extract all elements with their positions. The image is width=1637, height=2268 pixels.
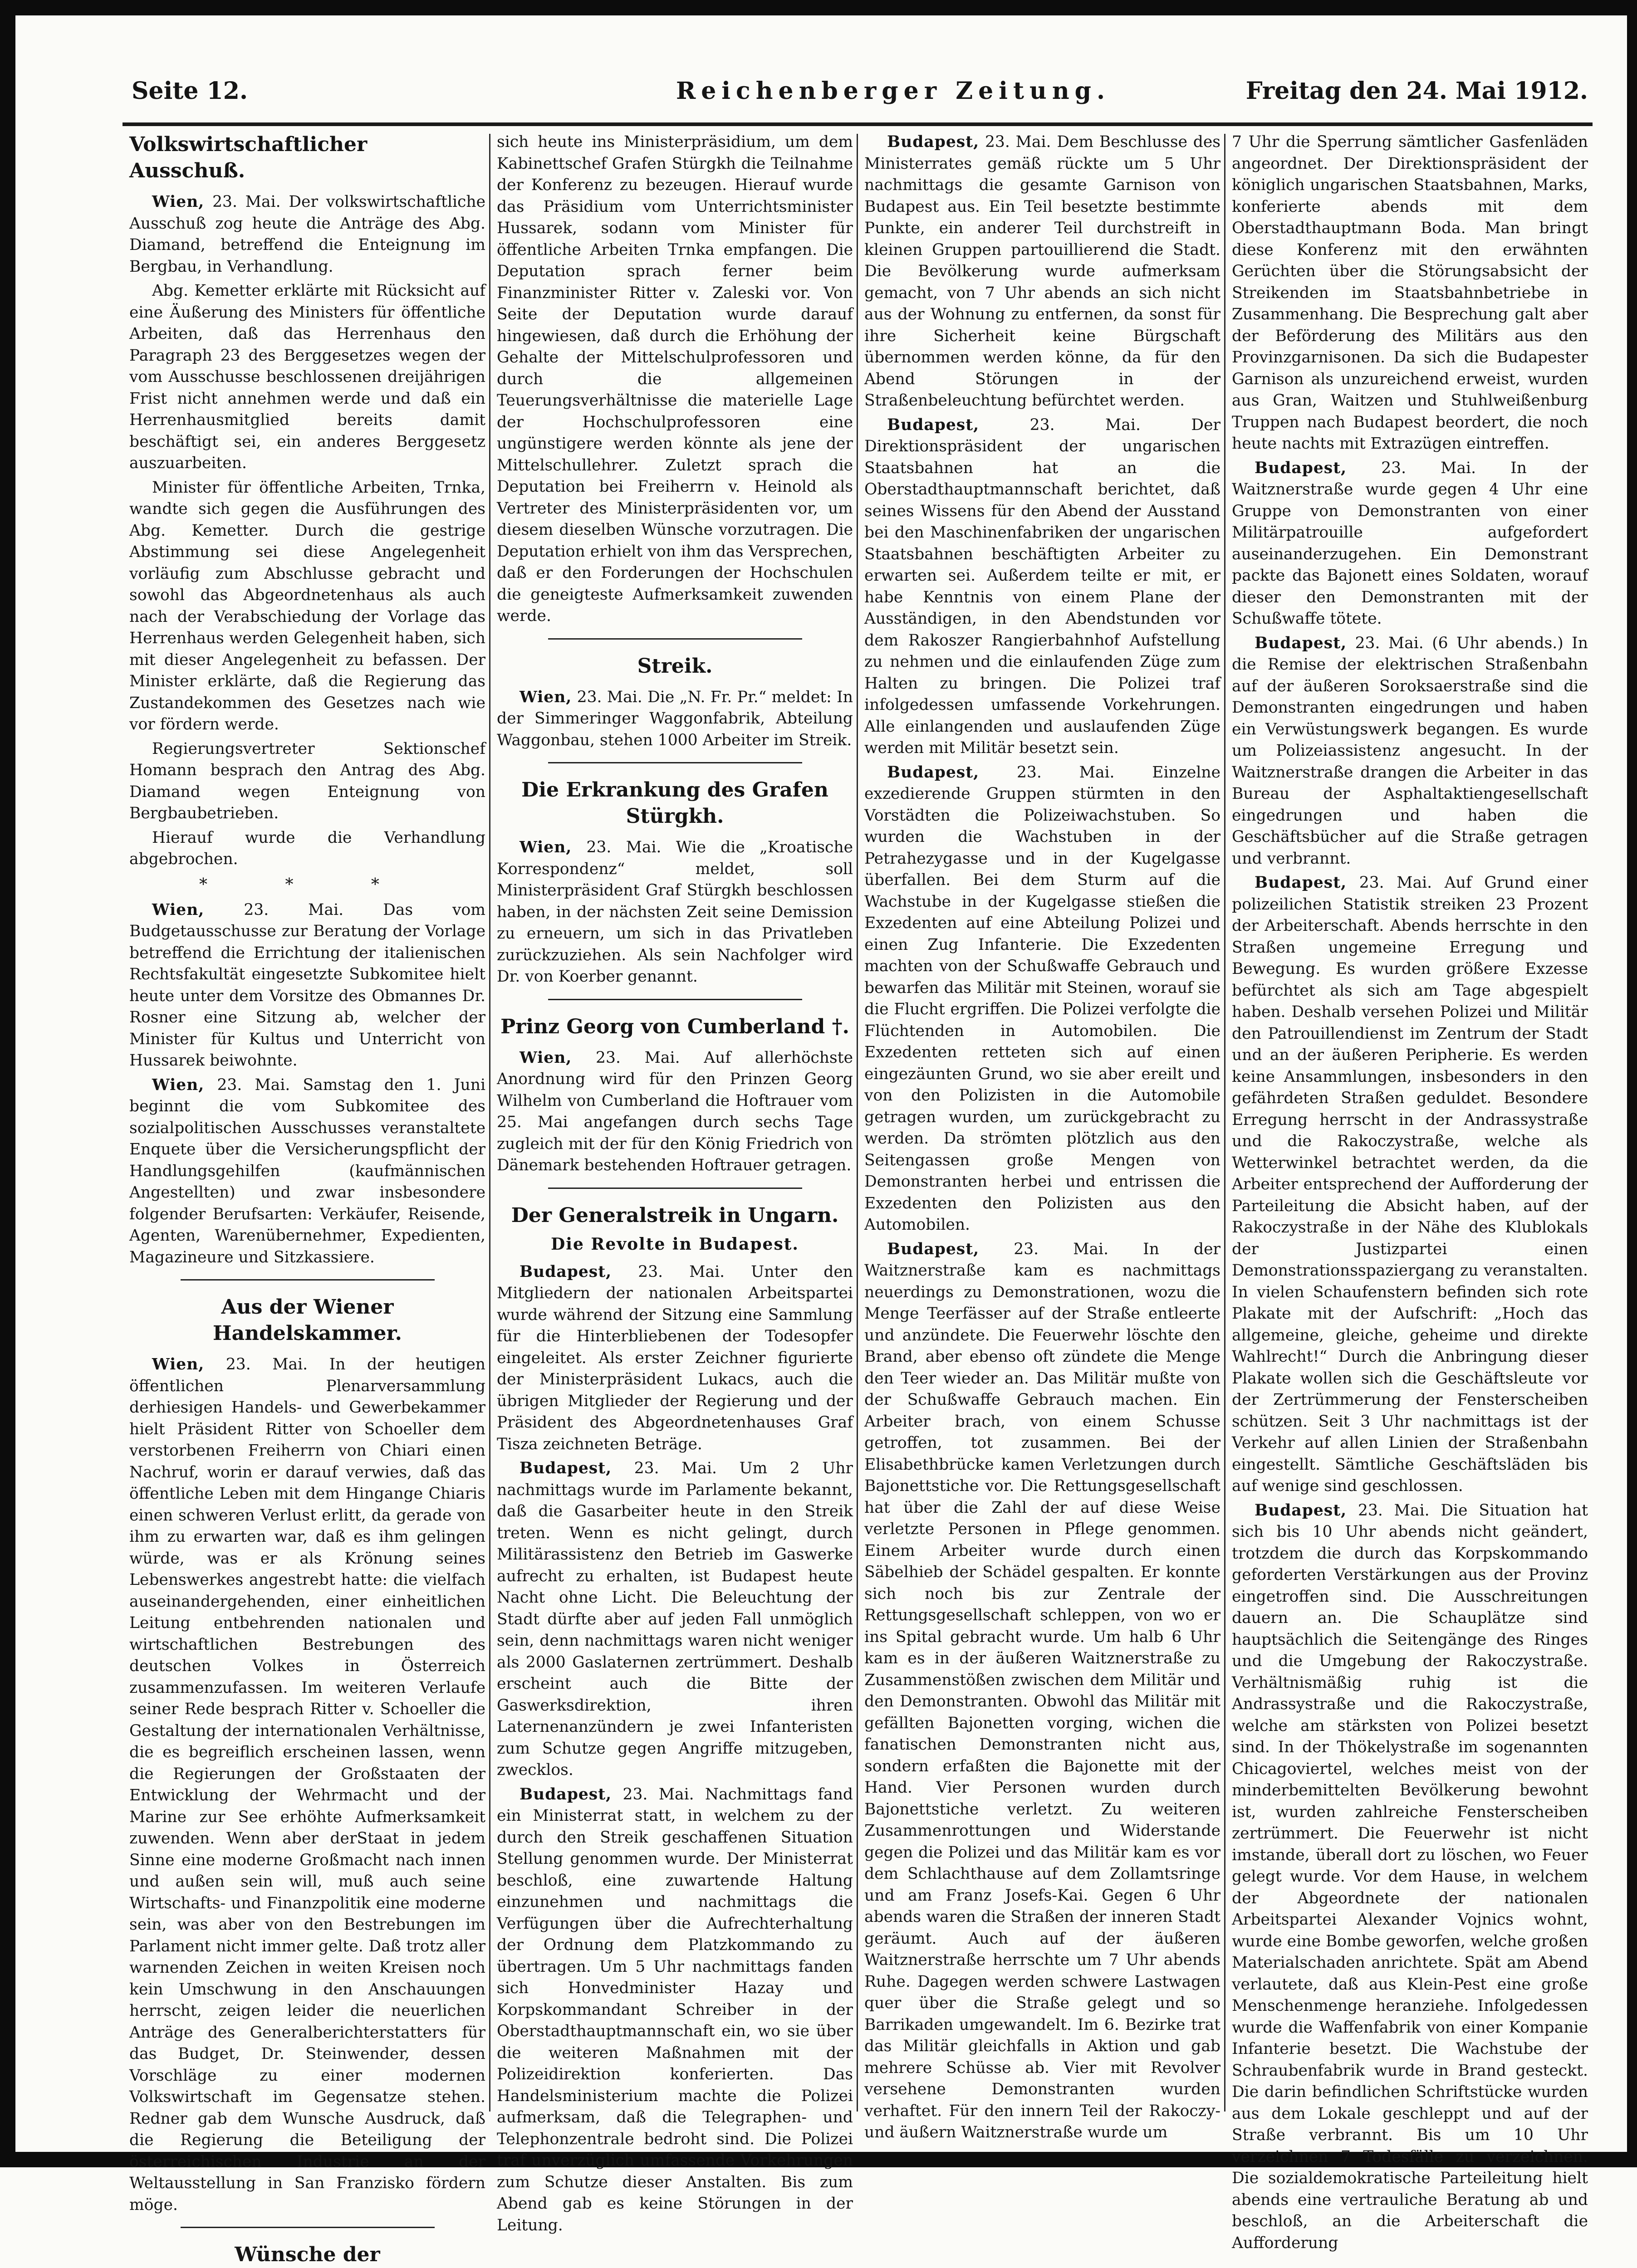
subheadline-revolte: Die Revolte in Budapest. <box>551 1234 799 1254</box>
dateline: Wien, <box>152 900 205 919</box>
paragraph-text: 23. Mai. Wie die „Kroatische Korrespondenz“ meldet, soll Ministerpräsident Graf Stürgkh beschlossen haben, in der nächsten Zeit seine Demission zu erneuern, um sich in das Privatleben zurückzuziehen. Als sein Nachfolger wird Dr. von Koerber genannt. <box>497 838 853 986</box>
dateline: Budapest, <box>1255 1501 1347 1520</box>
article-paragraph <box>497 1261 853 1456</box>
dateline: Budapest, <box>887 415 980 434</box>
masthead-title: Reichenberger Zeitung. <box>676 77 1111 105</box>
dateline: Wien, <box>152 1355 205 1374</box>
paragraph-text: 23. Mai. Auf Grund einer polizeilichen Statistik streiken 23 Prozent der Arbeiterschaft. Abends herrschte in den Straßen ungemeine Erregung und Bewegung. Es wurden größere Exzesse befürchtet als sich am Tage abgespielt haben. Deshalb versehen Polizei und Militär den Patrouillendienst im Zentrum der Stadt und an der äußeren Peripherie. Es werden keine Ansammlungen, insbesonders in den gefährdeten Straßen geduldet. Besondere Erregung herrscht in der Andrassystraße und die Rakoczystraße, welche als Wetterwinkel betrachtet werden, da die Arbeiter entsprechend der Aufforderung der Parteileitung die Absicht haben, auf der Rakoczystraße in der Nähe des Klublokals der Justizpartei einen Demonstrationsspaziergang zu veranstalten. In vielen Schaufenstern befinden sich rote Plakate mit der Aufschrift: „Hoch das allgemeine, gleiche, geheime und direkte Wahlrecht!“ Durch die Anbringung dieser Plakate wollen sich die Geschäftsleute vor der Zertrümmerung der Fensterscheiben schützen. Seit 3 Uhr nachmittags ist der Verkehr auf allen Linien der Straßenbahn eingestellt. Sämtliche Geschäftsläden bis auf wenige sind geschlossen. <box>1232 874 1588 1495</box>
article-divider <box>181 1279 435 1281</box>
article-paragraph: Abg. Kemetter erklärte mit Rücksicht auf eine Äußerung des Ministers für öffentliche Arbeiten, daß das Herrenhaus den Paragraph 23 des Berggesetzes wegen der vom Ausschusse beschlossenen dreijährigen Frist nicht annehmen werde und daß ein Herrenhausmitglied bereits damit beschäftigt sei, ein anderes Berggesetz auszuarbeiten. <box>129 282 485 472</box>
dateline: Budapest, <box>1255 459 1347 477</box>
article-paragraph <box>497 1047 853 1177</box>
column-1 <box>129 132 486 2266</box>
dateline: Budapest, <box>520 1785 612 1804</box>
article-divider <box>548 1188 802 1189</box>
dateline: Wien, <box>152 1075 205 1094</box>
article-paragraph <box>129 1354 485 2216</box>
paragraph-text: 23. Mai. In der Waitznerstraße wurde gegen 4 Uhr eine Gruppe von Demonstranten von einer Militärpatrouille aufgefordert auseinanderzugehen. Ein Demonstrant packte das Bajonett eines Soldaten, worauf dieser den Demonstranten mit der Schußwaffe tötete. <box>1232 459 1588 628</box>
article-paragraph <box>497 837 853 988</box>
article-paragraph <box>129 191 485 278</box>
article-paragraph <box>1232 1500 1588 2254</box>
article-divider <box>548 762 802 763</box>
paragraph-text: 23. Mai. Der Direktionspräsident der ungarischen Staatsbahnen hat an die Oberstadthauptmannschaft berichtet, daß seines Wissens für den Abend der Ausstand bei den Maschinenfabriken der ungarischen Staatsbahnen beschäftigten Arbeiter zu erwarten sei. Außerdem teilte er mit, er habe Kenntnis von einem Plane der Ausständigen, in den Abendstunden vor dem Rakoszer Rangierbahnhof Aufstellung zu nehmen und die einlaufenden Züge zum Halten zu bringen. Die Polizei traf infolgedessen umfassende Vorkehrungen. Alle einlangenden und auslaufenden Züge werden mit Militär besetzt sein. <box>864 415 1220 757</box>
dateline: Budapest, <box>520 1459 612 1477</box>
headline-volkswirtschaft: Volkswirtschaftlicher Ausschuß. <box>129 133 368 182</box>
article-divider <box>181 2227 435 2228</box>
dateline: Budapest, <box>1255 634 1347 652</box>
dateline: Budapest, <box>520 1262 612 1281</box>
article-paragraph <box>1232 633 1588 870</box>
column-2 <box>497 132 853 2234</box>
paragraph-text: 23. Mai. Dem Beschlusse des Ministerrates gemäß rückte um 5 Uhr nachmittags die gesamte Garnison von Budapest aus. Ein Teil besetzte bestimmte Punkte, ein anderer Teil durchstreift in kleinen Gruppen partouillierend die Stadt. Die Bevölkerung wurde aufmerksam gemacht, von 7 Uhr abends an sich nicht aus der Wohnung zu entfernen, da sonst für ihre Sicherheit keine Bürgschaft übernommen werden könne, da für den Abend Störungen in der Straßenbeleuchtung befürchtet werden. <box>864 133 1220 410</box>
article-paragraph: sich heute ins Ministerpräsidium, um dem Kabinettschef Grafen Stürgkh die Teilnahme der Konferenz zu bezeugen. Hierauf wurde das Präsidium vom Unterrichtsminister Hussarek, sodann vom Minister für öffentliche Arbeiten Trnka empfangen. Die Deputation sprach ferner beim Finanzminister Ritter v. Zaleski vor. Von Seite der Deputation wurde darauf hingewiesen, daß durch die Erhöhung der Gehalte der Mittelschulprofessoren und durch die allgemeinen Teuerungsverhältnisse die materielle Lage der Hochschulprofessoren eine ungünstigere werden könnte als jene der Mittelschullehrer. Zuletzt sprach die Deputation bei Freiherrn v. Heinold als Vertreter des Ministerpräsidenten vor, um diesem dieselben Wünsche vorzutragen. Die Deputation erhielt von ihm das Versprechen, daß er den Forderungen der Hochschulen die geneigteste Aufmerksamkeit zuwenden werde. <box>497 133 853 625</box>
headline-cumberland: Prinz Georg von Cumberland †. <box>500 1015 849 1038</box>
paragraph-text: 23. Mai. Unter den Mitgliedern der nationalen Arbeitspartei wurde während der Sitzung eine Sammlung für die Hinterbliebenen der Todesopfer eingeleitet. Als erster Zeichner figurierte der Ministerpräsident Lukacs, auch die übrigen Mitglieder der Regierung und der Präsident des Abgeordnetenhauses Graf Tisza zeichneten Beträge. <box>497 1262 853 1453</box>
article-paragraph: Minister für öffentliche Arbeiten, Trnka, wandte sich gegen die Ausführungen des Abg. Kemetter. Durch die gestrige Abstimmung sei diese Angelegenheit vorläufig zum Abschlusse gebracht und sowohl das Abgeordnetenhaus als auch nach der Verabschiedung der Vorlage das Herrenhaus werden Gelegenheit haben, sich mit dieser Angelegenheit zu befassen. Der Minister erklärte, daß die Regierung das Zustandekommen des Gesetzes nach wie vor fördern werde. <box>129 478 485 733</box>
article-paragraph <box>864 132 1220 412</box>
page-number: Seite 12. <box>132 77 248 105</box>
dateline: Budapest, <box>1255 874 1347 892</box>
paragraph-text: 23. Mai. Das vom Budgetausschusse zur Beratung der Vorlage betreffend die Errichtung der italienischen Rechtsfakultät eingesetzte Subkomitee hielt heute unter dem Vorsitze des Obmannes Dr. Rosner eine Sitzung ab, welcher der Minister für Kultus und Unterricht von Hussarek beiwohnte. <box>129 900 485 1070</box>
header-rule <box>123 122 1593 126</box>
article-paragraph <box>129 1075 485 1269</box>
paragraph-text: 23. Mai. (6 Uhr abends.) In die Remise der elektrischen Straßenbahn auf der äußeren Soroksaerstraße sind die Demonstranten eingedrungen und haben ein Verwüstungswerk begangen. Es wurde um Polizeiassistenz angesucht. In der Waitznerstraße drangen die Arbeiter in das Bureau der Asphaltaktiengesellschaft eingedrungen und haben die Geschäftsbücher auf die Straße getragen und verbrannt. <box>1232 634 1588 868</box>
column-divider <box>1224 134 1225 2112</box>
dateline: Budapest, <box>887 1240 980 1258</box>
dateline: Wien, <box>520 1048 572 1067</box>
article-paragraph <box>497 1784 853 2237</box>
headline-handelskammer: Aus der Wiener Handelskammer. <box>213 1295 402 1345</box>
paragraph-text: 23. Mai. Die „N. Fr. Pr.“ meldet: In der Simmeringer Waggonfabrik, Abteilung Waggonbau, stehen 1000 Arbeiter im Streik. <box>497 688 853 749</box>
article-divider <box>548 638 802 640</box>
article-paragraph <box>864 415 1220 759</box>
dateline: Wien, <box>520 688 572 706</box>
paragraph-text: 23. Mai. In der heutigen öffentlichen Plenarversammlung derhiesigen Handels- und Gewerbekammer hielt Präsident Ritter von Schoeller dem verstorbenen Freiherrn von Chiari einen Nachruf, worin er darauf verwies, daß das öffentliche Leben mit dem Hingange Chiaris einen schweren Verlust erlitt, da gerade von ihm zu erwarten war, daß es ihm gelingen würde, was er als Krönung seines Lebenswerkes angestrebt hatte: die vielfach auseinandergehenden, einer einheitlichen Leitung entbehrenden nationalen und wirtschaftlichen Bestrebungen des deutschen Volkes in Österreich zusammenzufassen. Im weiteren Verlaufe seiner Rede besprach Ritter v. Schoeller die Gestaltung der internationalen Verhältnisse, die es begreiflich erscheinen lassen, wenn die Regierungen der Großstaaten der Entwicklung der Wehrmacht und der Marine zur See erhöhte Aufmerksamkeit zuwenden. Wenn aber derStaat in jedem Sinne eine moderne Großmacht nach innen und außen sein will, muß auch seine Wirtschafts- und Finanzpolitik eine moderne sein, was aber von den Bestrebungen im Parlament nicht immer gelte. Daß trotz aller warnenden Zeichen in weiten Kreisen noch kein Umschwung in den Anschauungen herrscht, zeigen leider die neuerlichen Anträge des Generalberichterstatters für das Budget, Dr. Steinwender, dessen Vorschläge zu einer modernen Volkswirtschaft im Gegensatze stehen. Redner gab dem Wunsche Ausdruck, daß die Regierung die Beteiligung der österreichischen Industrie an der Weltausstellung in San Franzisko fördern möge. <box>129 1355 485 2214</box>
paragraph-text: 23. Mai. Um 2 Uhr nachmittags wurde im Parlamente bekannt, daß die Gasarbeiter heute in den Streik treten. Wenn es nicht gelingt, durch Militärassistenz den Betrieb im Gaswerke aufrecht zu erhalten, ist Budapest heute Nacht ohne Licht. Die Beleuchtung der Stadt dürfte aber auf jeden Fall unmöglich sein, denn nachmittags waren nicht weniger als 2000 Gaslaternen zertrümmert. Deshalb erscheint auch die Bitte der Gaswerksdirektion, ihren Laternenanzündern je zwei Infanteristen zum Schutze gegen Angriffe mitzugeben, zwecklos. <box>497 1459 853 1779</box>
paragraph-text: 23. Mai. In der Waitznerstraße kam es nachmittags neuerdings zu Demonstrationen, wozu die Menge Teerfässer auf der Straße entleerte und anzündete. Die Feuerwehr löschte den Brand, aber ebenso oft zündete die Menge den Teer wieder an. Das Militär mußte von der Schußwaffe Gebrauch machen. Ein Arbeiter brach, von einem Schusse getroffen, tot zusammen. Bei der Elisabethbrücke kamen Verletzungen durch Bajonettstiche vor. Die Rettungsgesellschaft hat über die Zahl der auf diese Weise verletzte Personen in Pflege genommen. Einem Arbeiter wurde durch einen Säbelhieb der Schädel gespalten. Er konnte sich noch bis zur Zentrale der Rettungsgesellschaft schleppen, von wo er ins Spital gebracht wurde. Um halb 6 Uhr kam es in der äußeren Waitznerstraße zu Zusammenstößen zwischen dem Militär und den Demonstranten. Obwohl das Militär mit gefällten Bajonetten vorging, wichen die fanatischen Demonstranten nicht aus, sondern erfaßten die Bajonette mit der Hand. Vier Personen wurden durch Bajonettstiche verletzt. Zu weiteren Zusammenrottungen und Widerstande gegen die Polizei und das Militär kam es vor dem Schlachthause auf dem Zollamtsringe und am Franz Josefs-Kai. Gegen 6 Uhr abends waren die Straßen der inneren Stadt geräumt. Auch auf der äußeren Waitznerstraße herrschte um 7 Uhr abends Ruhe. Dagegen werden schwere Lastwagen quer über die Straße gelegt und so Barrikaden umgewandelt. Im 6. Bezirke trat das Militär gleichfalls in Aktion und gab mehrere Schüsse ab. Vier mit Revolver versehene Demonstranten wurden verhaftet. Für den innern Teil der Rakoczy- und äußern Waitznerstraße wurde um <box>864 1240 1220 2141</box>
dateline: Wien, <box>152 193 205 211</box>
page-header <box>123 77 1588 118</box>
headline-generalstreik: Der Generalstreik in Ungarn. <box>511 1203 839 1227</box>
paragraph-text: 23. Mai. Auf allerhöchste Anordnung wird für den Prinzen Georg Wilhelm von Cumberland die Hoftrauer vom 25. Mai angefangen durch sechs Tage zugleich mit der für den König Friedrich von Dänemark bestehenden Hoftrauer getragen. <box>497 1048 853 1174</box>
article-paragraph: 7 Uhr die Sperrung sämtlicher Gasfenläden angeordnet. Der Direktionspräsident der königlich ungarischen Staatsbahnen, Marks, konferierte abends mit dem Oberstadthauptmann Boda. Man bringt diese Konferenz mit den erwähnten Gerüchten über die Störungsabsicht der Streikenden im Staatsbahnbetriebe in Zusammenhang. Die Besprechung galt aber der Beförderung des Militärs aus den Provinzgarnisonen. Da sich die Budapester Garnison als unzureichend erweist, wurden aus Gran, Waitzen und Stuhlweißenburg Truppen nach Budapest beordert, die noch heute nachts mit Extrazügen eintreffen. <box>1232 133 1588 453</box>
article-paragraph <box>1232 872 1588 1497</box>
article-paragraph: Hierauf wurde die Verhandlung abgebrochen. <box>129 828 485 868</box>
paragraph-text: 23. Mai. Samstag den 1. Juni beginnt die vom Subkomitee des sozialpolitischen Ausschusses veranstaltete Enquete über die Versicherungspflicht der Handlungsgehilfen (kaufmännischen Angestellten) und zwar insbesondere folgender Berufsarten: Verkäufer, Reisende, Agenten, Warenübernehmer, Expedienten, Magazineure und Sitzkassiere. <box>129 1075 485 1266</box>
column-divider <box>857 134 858 2112</box>
article-paragraph <box>497 687 853 752</box>
article-paragraph <box>864 762 1220 1236</box>
paragraph-text: 23. Mai. Die Situation hat sich bis 10 Uhr abends nicht geändert, trotzdem die durch das Korpskommando geforderten Verstärkungen aus der Provinz eingetroffen sind. Die Ausschreitungen dauern an. Die Schauplätze sind hauptsächlich die Seitengänge des Ringes und die Umgebung der Rakoczystraße. Verhältnismäßig ruhig ist die Andrassystraße und die Rakoczystraße, welche am stärksten von Polizei besetzt sind. In der Thökelystraße im sogenannten Chicagoviertel, welches meist von der minderbemittelten Bevölkerung bewohnt ist, wurden zahlreiche Fensterscheiben zertrümmert. Die Feuerwehr ist nicht imstande, überall dort zu löschen, wo Feuer gelegt wurde. Vor dem Hause, in welchem der Abgeordnete der nationalen Arbeitspartei Alexander Vojnics wohnt, wurde eine Bombe geworfen, welche großen Materialschaden anrichtete. Spät am Abend verlautete, daß aus Klein-Pest eine große Menschenmenge heranziehe. Infolgedessen wurde die Waffenfabrik von einer Kompanie Infanterie besetzt. Die Wachstube der Schraubenfabrik wurde in Brand gesteckt. Die darin befindlichen Schriftstücke wurden aus dem Lokale geschleppt und auf der Straße verbrannt. Bis um 10 Uhr verzeichnen 7 Todesfälle zu verzeichnen. Die sozialdemokratische Parteileitung hielt abends eine vertrauliche Beratung ab und beschloß, an die Arbeiterschaft die Aufforderung <box>1232 1501 1588 2252</box>
dateline: Budapest, <box>887 763 980 782</box>
headline-hochschulprofessoren: Wünsche der <box>235 2243 380 2266</box>
article-paragraph <box>497 1458 853 1781</box>
dateline: Wien, <box>520 838 572 856</box>
column-divider <box>489 134 490 2112</box>
article-paragraph <box>129 899 485 1072</box>
article-paragraph: Regierungsvertreter Sektionschef Homann besprach den Antrag des Abg. Diamand wegen Enteignung von Bergbaubetrieben. <box>129 739 485 822</box>
paragraph-text: 23. Mai. Der volkswirtschaftliche Ausschuß zog heute die Anträge des Abg. Diamand, betreffend die Enteignung im Bergbau, in Verhandlung. <box>129 193 486 276</box>
issue-date: Freitag den 24. Mai 1912. <box>1245 77 1588 105</box>
article-paragraph <box>864 1239 1220 2144</box>
article-divider <box>548 999 802 1000</box>
paragraph-text: 23. Mai. Nachmittags fand ein Ministerrat statt, in welchem zu der durch den Streik geschaffenen Situation Stellung genommen wurde. Der Ministerrat beschloß, eine zuwartende Haltung einzunehmen und nachmittags die Verfügungen über die Aufrechterhaltung der Ordnung dem Platzkommando zu übertragen. Um 5 Uhr nachmittags fanden sich Honvedminister Hazay und Korpskommandant Schreiber in der Oberstadthauptmannschaft ein, wo sie über die weiteren Maßnahmen mit der Polizeidirektion konferierten. Das Handelsministerium machte die Polizei aufmerksam, daß die Telegraphen- und Telephonzentrale bedroht sind. Die Polizei traf unverzüglich umfassende Vorkehrungen zum Schutze dieser Anstalten. Bis zum Abend gab es keine Störungen in der Leitung. <box>497 1785 853 2234</box>
headline-stuergkh: Die Erkrankung des Grafen Stürgkh. <box>521 778 828 828</box>
headline-streik: Streik. <box>637 654 713 678</box>
column-4 <box>1232 132 1588 2252</box>
section-separator: * * * <box>199 875 416 894</box>
article-paragraph <box>1232 458 1588 630</box>
dateline: Budapest, <box>887 133 980 151</box>
column-3 <box>864 132 1220 2141</box>
paragraph-text: 23. Mai. Einzelne exzedierende Gruppen stürmten in den Vorstädten die Polizeiwachstuben. So wurden die Wachstuben in der Petrahezygasse und in der Kugelgasse überfallen. Bei dem Sturm auf die Wachstube in der Kugelgasse stießen die Exzedenten auf eine Abteilung Polizei und einen Zug Infanterie. Die Exzedenten machten von der Schußwaffe Gebrauch und bewarfen das Militär mit Steinen, worauf sie die Flucht ergriffen. Die Polizei verfolgte die Flüchtenden in Automobilen. Die Exzedenten retteten sich auf einen eingezäunten Grund, wo sie aber ereilt und von den Polizisten in die Automobile getragen wurden, um zurückgebracht zu werden. Da strömten plötzlich aus den Seitengassen große Mengen von Demonstranten herbei und entrissen die Exzedenten den Polizisten aus den Automobilen. <box>864 763 1220 1234</box>
